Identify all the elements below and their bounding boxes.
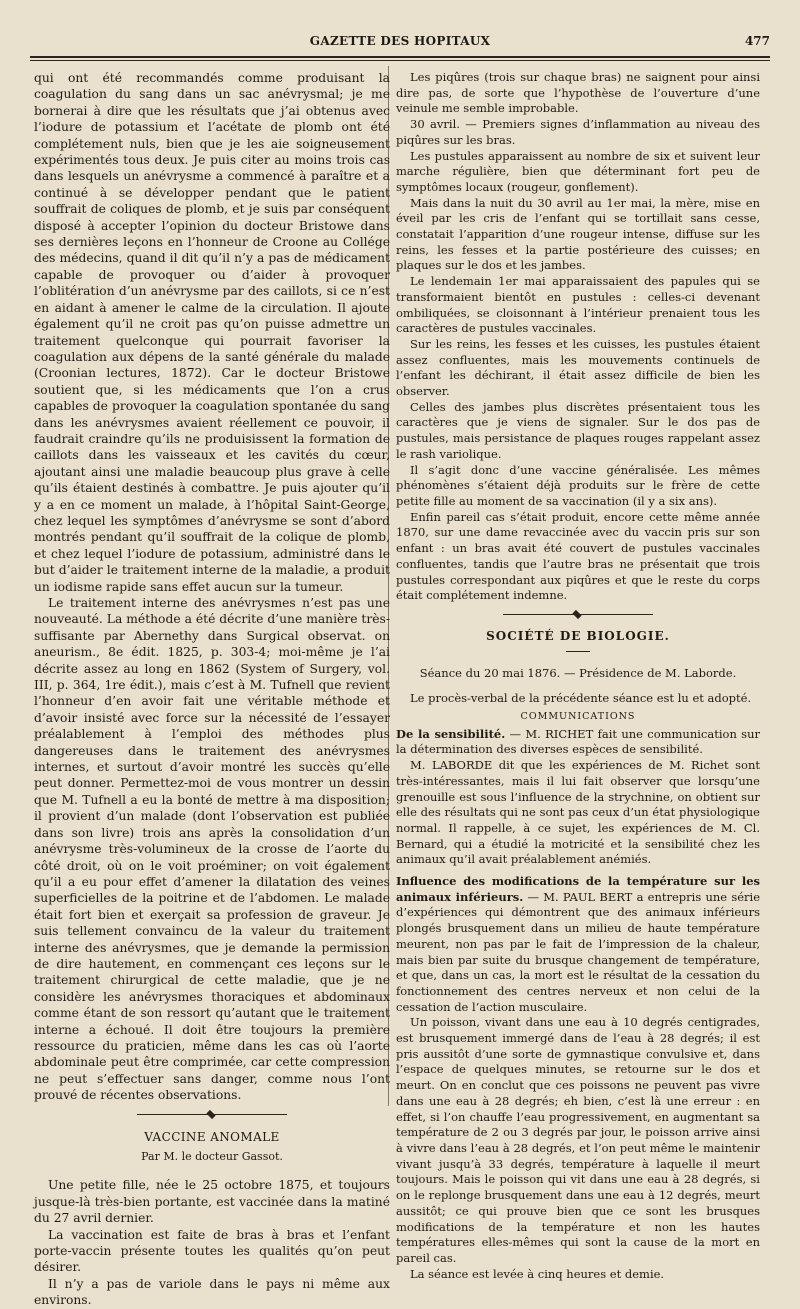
communication-title: De la sensibilité.: [396, 726, 506, 741]
closing-line: La séance est levée à cinq heures et demie.: [410, 1266, 665, 1281]
laborde-remark: [396, 758, 760, 868]
author-name: M. LABORDE: [410, 758, 493, 773]
paragraph: Les piqûres (trois sur chaque bras) ne saignent pour ainsi dire pas, de sorte que l’hypothèse de l’ouverture d’une veinule me semble improbable.: [396, 70, 760, 116]
paragraph: Un poisson, vivant dans une eau à 10 degrés centigrades, est brusquement immergé dans de l’eau à 28 degrés; il est pris aussitôt d’une sorte de gymnastique convulsive et, dans l’espace de quelques minutes, se retourne sur le dos et meurt. On en conclut que ces poissons ne peuvent pas vivre dans une eau à 28 degrés; eh bien, c’est là une erreur : en effet, si l’on chauffe l’eau progressivement, en augmentant sa température de 2 ou 3 degrés par jour, le poisson arrive ainsi à vivre dans l’eau à 28 degrés, et l’on peut même le maintenir vivant jusqu’à 33 degrés, température à laquelle il meurt toujours. Mais le poisson qui vit dans une eau à 28 degrés, si on le replonge brusquement dans une eau à 12 degrés, meurt aussitôt; ce qui prouve bien que ce sont les brusques modifications de la température et non les hautes températures elles-mêmes qui sont la cause de la mort en pareil cas.: [396, 1015, 760, 1265]
short-rule: [566, 651, 590, 652]
paragraph: qui ont été recommandés comme produisant la coagulation du sang dans un sac anévrysmal; je me bornerai à dire que les résultats que j’ai obtenus avec l’iodure de potassium et l’acétate de plomb ont été complétement nuls, bien que je les aie soigneusement expérimentés tous deux. Je puis citer au moins trois cas dans lesquels un anévrysme a commencé à paraître et a continué à se développer pendant que le patient souffrait de coliques de plomb, et je suis par conséquent disposé à accepter l’opinion du docteur Bristowe dans ses dernières leçons en l’honneur de Croone au Collége des médecins, quand il dit qu’il n’y a pas de médicament capable de provoquer ou d’aider à provoquer l’oblitération d’un anévrysme par des caillots, si ce n’est en aidant à amener le calme de la circulation. Il ajoute également qu’il ne croit pas qu’on puisse admettre un traitement quelconque qui pourrait favoriser la coagulation aux dépens de la santé générale du malade (Croonian lectures, 1872). Car le docteur Bristowe soutient que, si les médicaments que l’on a crus capables de provoquer la coagulation spontanée du sang dans les anévrysmes avaient réellement ce pouvoir, il faudrait craindre qu’ils ne produisissent la formation de caillots dans les vaisseaux et les cavités du cœur, ajoutant ainsi une maladie beaucoup plus grave à celle qu’ils étaient destinés à combattre. Je puis ajouter qu’il y a en ce moment un malade, à l’hôpital Saint-George, chez lequel les symptômes d’anévrysme se sont d’abord montrés pendant qu’il souffrait de la colique de plomb, et chez lequel l’iodure de potassium, administré dans le but d’aider le traitement interne de la maladie, a produit un iodisme rapide sans effet aucun sur la tumeur.: [34, 71, 390, 594]
society-title: SOCIÉTÉ DE BIOLOGIE.: [486, 628, 670, 643]
paragraph: Il n’y a pas de variole dans le pays ni même aux environs.: [34, 1276, 390, 1308]
author-name: M. PAUL BERT: [543, 889, 633, 904]
remark-text: dit que les expériences de M. Richet sont très-intéressantes, mais il lui fait observer que lorsqu’une grenouille est sous l’influence de la strychnine, on obtient sur elle des résultats qui ne sont pas ceux d’un état physiologique normal. Il rappelle, à ce sujet, les expériences de M. Cl. Bernard, qui a étudié la motricité et la sensibilité chez les animaux qu’il avait préalablement anémiés.: [396, 758, 760, 867]
paragraph: Le traitement interne des anévrysmes n’est pas une nouveauté. La méthode a été décrite d’une manière très-suffisante par Abernethy dans Surgical observat. on aneurism., 8e édit. 1825, p. 303-4; moi-même je l’ai décrite assez au long en 1862 (System of Surgery, vol. III, p. 364, 1re édit.), mais c’est à M. Tufnell que revient l’honneur d’en avoir fait une véritable méthode et d’avoir insisté avec force sur la nécessité de l’essayer préalablement à l’emploi des méthodes plus dangereuses dans le traitement des anévrysmes internes, et surtout d’avoir montré les succès qu’elle peut donner. Permettez-moi de vous montrer un dessin que M. Tufnell a eu la bonté de mettre à ma disposition; il provient d’un malade (dont l’observation est publiée dans son livre) trois ans après la consolidation d’un anévrysme très-volumineux de la crosse de l’aorte du côté droit, où on le voit proéminer; on voit également qu’il a eu pour effet d’amener la dilatation des veines superficielles de la poitrine et de l’abdomen. Le malade était fort bien et exerçait sa profession de graveur. Je suis tellement convaincu de la valeur du traitement interne des anévrysmes, que je demande la permission de dire hautement, en commençant ces leçons sur le traitement chirurgical de cette maladie, que je ne considère les anévrysmes thoraciques et abdominaux comme étant de son ressort qu’autant que le traitement interne a échoué. Il doit être toujours la première ressource du praticien, même dans les cas où l’aorte abdominale peut être comprimée, car cette compression ne peut s’effectuer sans danger, comme nous l’ont prouvé de récentes observations.: [34, 596, 390, 1103]
paragraph: Enfin pareil cas s’était produit, encore cette même année 1870, sur une dame revaccinée avec du vaccin pris sur son enfant : un bras avait été couvert de pustules vaccinales confluentes, tandis que l’autre bras ne présentait que trois pustules correspondant aux piqûres et que le reste du corps était complétement indemne.: [396, 509, 760, 603]
header-rule-thin: [30, 60, 770, 61]
page-header: [30, 30, 770, 52]
paragraph: La vaccination est faite de bras à bras et l’enfant porte-vaccin présente toutes les qualités qu’on peut désirer.: [34, 1227, 390, 1275]
communication-text: a entrepris une série d’expériences qui démontrent que des animaux inférieurs plongés brusquement dans un milieu de haute température meurent, non pas par le fait de l’impression de la chaleur, mais bien par suite du brusque changement de température, et que, dans un cas, la mort est le résultat de la cessation du fonctionnement des centres nerveux et non celui de la cessation de l’action musculaire.: [396, 889, 761, 1014]
article-byline: Par M. le docteur Gassot.: [141, 1150, 283, 1163]
paragraph: Le procès-verbal de la précédente séance est lu et adopté.: [410, 691, 752, 706]
section-separator: [503, 614, 653, 615]
paragraph: Les pustules apparaissent au nombre de six et suivent leur marche régulière, bien que déterminant fort peu de symptômes locaux (rougeur, gonflement).: [396, 148, 760, 194]
author-name: M. RICHET: [525, 726, 594, 741]
header-rule: [30, 56, 770, 58]
communication-temperature: Influence des modifications de la température sur les animaux inférieurs. — M. PAUL BERT a entrepris une série d’expériences qui démontrent que des animaux inférieurs plongés brusquement dans un milieu de haute température meurent, non pas par le fait de l’impression de la chaleur, mais bien par suite du brusque changement de température, et que, dans un cas, la mort est le résultat de la cessation du fonctionnement des centres nerveux et non celui de la cessation de l’action musculaire.: [396, 874, 761, 1014]
session-line: Séance du 20 mai 1876. — Présidence de M. Laborde.: [419, 665, 737, 680]
right-column: [396, 70, 760, 1282]
left-column: [34, 70, 390, 1309]
article-title: VACCINE ANOMALE: [144, 1129, 280, 1144]
communication-text: fait une communication sur la détermination des diverses espèces de sensibilité.: [396, 726, 760, 757]
communication-title: Influence des modifications de la température sur les animaux inférieurs.: [396, 874, 760, 904]
paragraph: Mais dans la nuit du 30 avril au 1er mai, la mère, mise en éveil par les cris de l’enfant qui se tortillait sans cesse, constatait l’apparition d’une rougeur intense, diffuse sur les reins, les fesses et la partie postérieure des cuisses; en plaques sur le dos et les jambes.: [396, 195, 760, 273]
paragraph: 30 avril. — Premiers signes d’inflammation au niveau des piqûres sur les bras.: [396, 117, 760, 147]
journal-title: GAZETTE DES HOPITAUX: [309, 34, 491, 48]
paragraph: Le lendemain 1er mai apparaissaient des papules qui se transformaient bientôt en pustules : celles-ci devenant ombiliquées, se cloisonnant à l’intérieur prenaient tous les caractères de pustules vaccinales.: [396, 274, 760, 336]
page-number: 477: [744, 34, 770, 48]
communications-heading: COMMUNICATIONS: [520, 711, 636, 723]
communication-sensibilite: De la sensibilité. — M. RICHET fait une communication sur la détermination des diverses espèces de sensibilité.: [396, 726, 760, 757]
paragraph: Sur les reins, les fesses et les cuisses, les pustules étaient assez confluentes, mais les mouvements continuels de l’enfant les déchirant, il était assez difficile de bien les observer.: [396, 336, 760, 399]
paragraph: Une petite fille, née le 25 octobre 1875, et toujours jusque-là très-bien portante, est vaccinée dans la matiné du 27 avril dernier.: [34, 1178, 390, 1226]
section-separator: [137, 1114, 287, 1115]
paragraph: Il s’agit donc d’une vaccine généralisée. Les mêmes phénomènes s’étaient déjà produits sur le frère de cette petite fille au moment de sa vaccination (il y a six ans).: [396, 462, 760, 508]
paragraph: Celles des jambes plus discrètes présentaient tous les caractères que je viens de signaler. Sur le dos pas de pustules, mais persistance de plaques rouges rappelant assez le rash variolique.: [396, 399, 760, 461]
